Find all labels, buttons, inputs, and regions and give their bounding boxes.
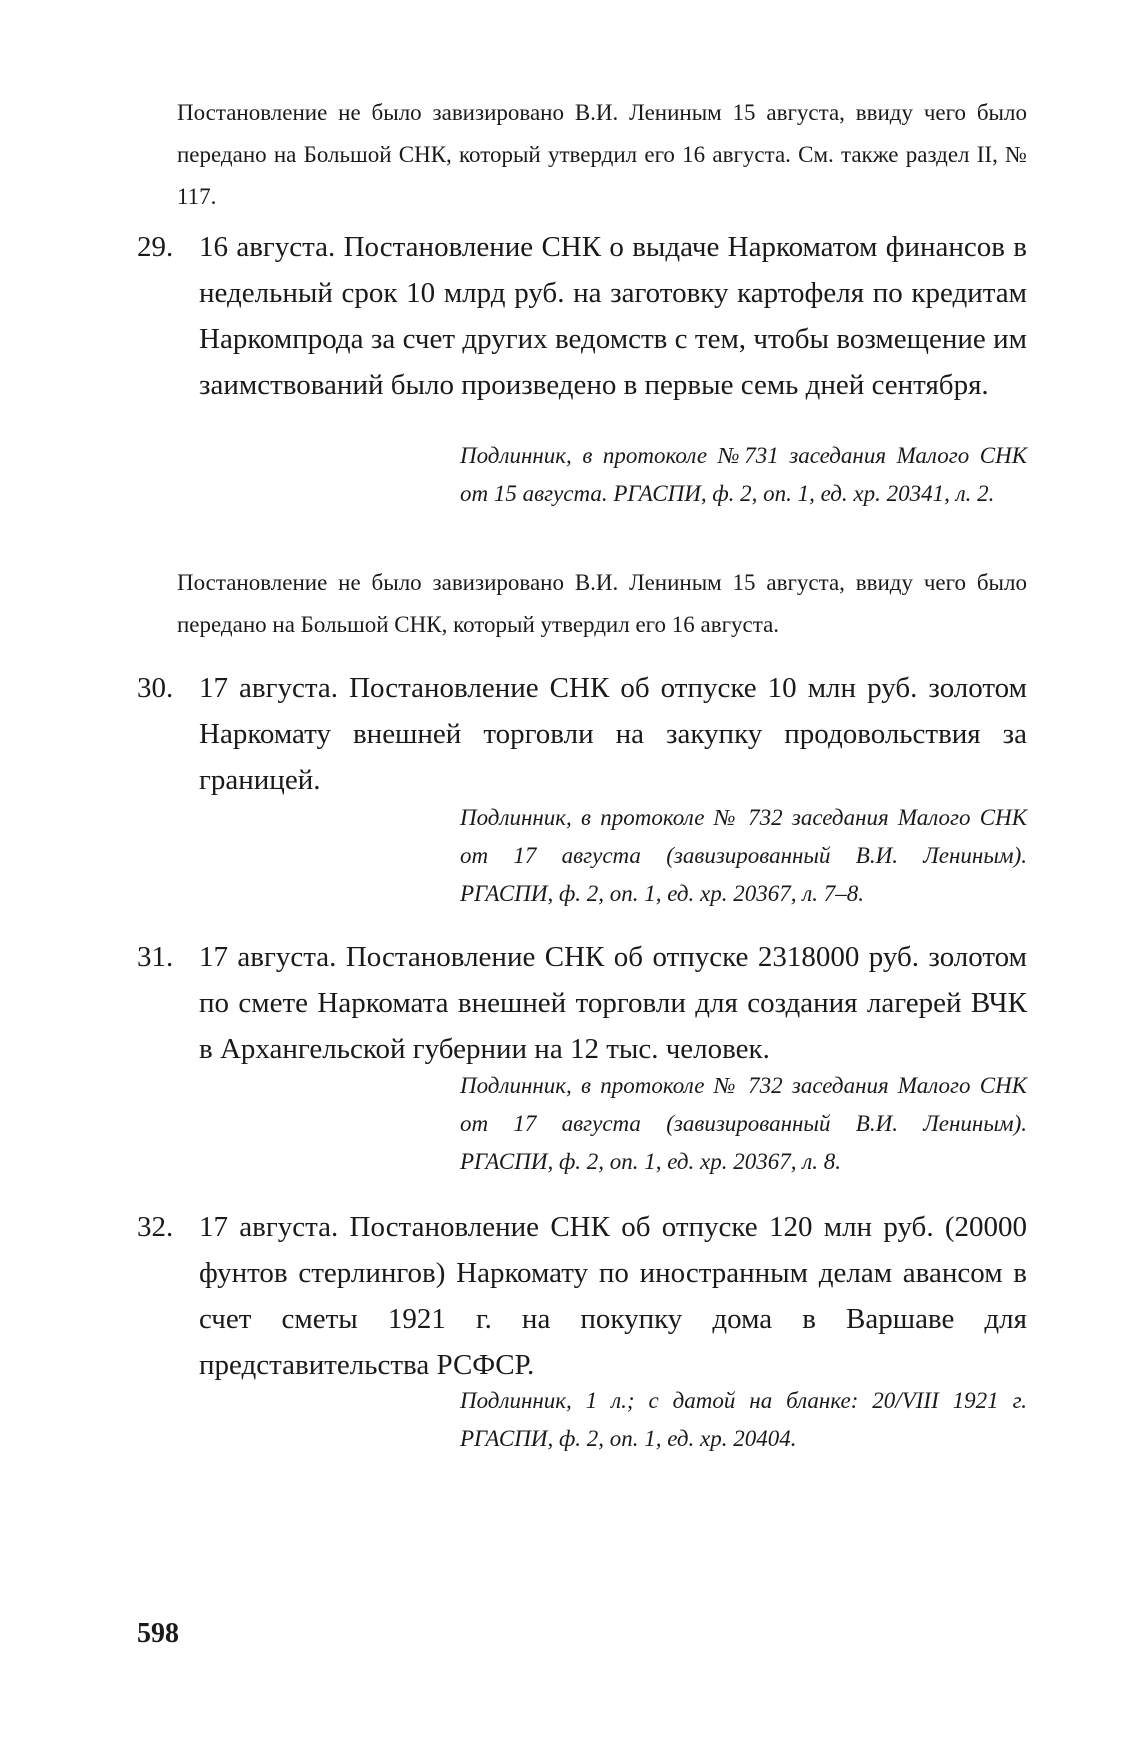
document-entry (137, 934, 1027, 1072)
document-entry (137, 224, 1027, 408)
entry-text: 17 августа. Постановление СНК об отпуске 2318000 руб. золотом по смете Наркомата внешней торговли для создания лагерей ВЧК в Архангельской губернии на 12 тыс. человек. (199, 941, 1027, 1065)
editorial-note: Постановление не было завизировано В.И. Лениным 15 августа, ввиду чего было передано на Большой СНК, который утвердил его 16 августа. См. также раздел II, № 117. (177, 100, 1027, 209)
source-citation: Подлинник, 1 л.; с датой на бланке: 20/VIII 1921 г. РГАСПИ, ф. 2, оп. 1, ед. хр. 20404. (460, 1388, 1027, 1451)
editorial-note: Постановление не было завизировано В.И. Лениным 15 августа, ввиду чего было передано на Большой СНК, который утвердил его 16 августа. (177, 570, 1027, 637)
entry-number: 30. (137, 672, 174, 704)
source-citation: Подлинник, в протоколе №731 заседания Малого СНК от 15 августа. РГАСПИ, ф. 2, оп. 1, ед. хр. 20341, л. 2. (460, 443, 1027, 506)
entry-text: 17 августа. Постановление СНК об отпуске 120 млн руб. (20000 фунтов стерлингов) Наркомату по иностранным делам авансом в счет сметы 1921 г. на покупку дома в Варшаве для представительства РСФСР. (199, 1211, 1027, 1381)
source-citation: Подлинник, в протоколе № 732 заседания Малого СНК от 17 августа (завизированный В.И. Лениным). РГАСПИ, ф. 2, оп. 1, ед. хр. 20367, л. 7–8. (460, 805, 1027, 906)
entry-number: 31. (137, 941, 174, 973)
entry-text: 17 августа. Постановление СНК об отпуске 10 млн руб. золотом Наркомату внешней торговли на закупку продовольствия за границей. (199, 672, 1027, 796)
entry-text: 16 августа. Постановление СНК о выдаче Наркоматом финансов в недельный срок 10 млрд руб. на заготовку картофеля по кредитам Наркомпрода за счет других ведомств с тем, чтобы возмещение им заимствований было произведено в первые семь дней сентября. (199, 231, 1027, 401)
entry-number: 29. (137, 231, 174, 263)
entry-number: 32. (137, 1211, 174, 1243)
document-entry (137, 665, 1027, 803)
page-number: 598 (137, 1618, 179, 1649)
document-entry (137, 1204, 1027, 1388)
source-citation: Подлинник, в протоколе № 732 заседания Малого СНК от 17 августа (завизированный В.И. Лениным). РГАСПИ, ф. 2, оп. 1, ед. хр. 20367, л. 8. (460, 1073, 1027, 1174)
